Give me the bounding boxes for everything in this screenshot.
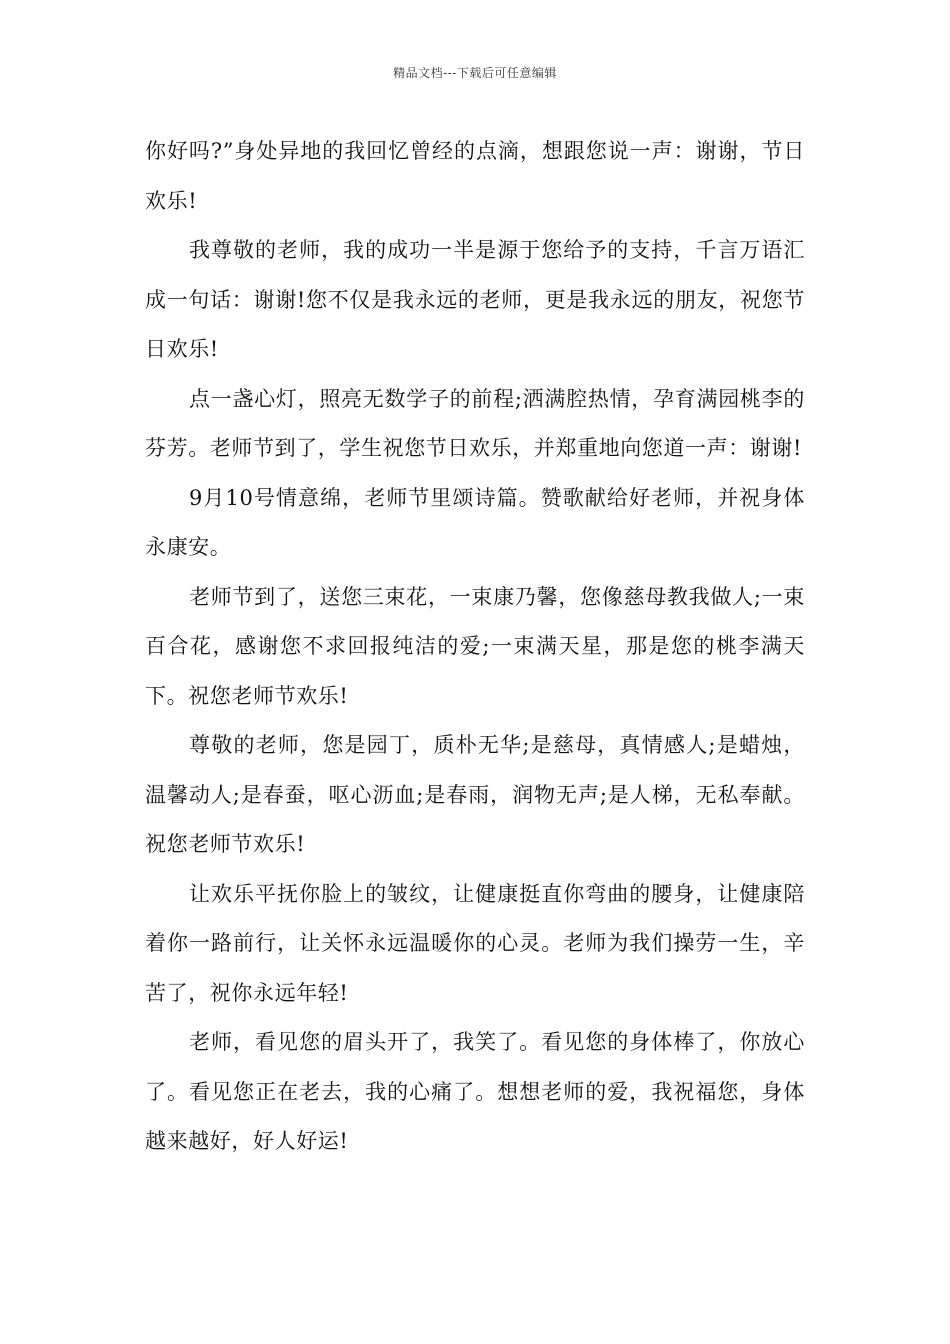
paragraph-6: 尊敬的老师，您是园丁，质朴无华;是慈母，真情感人;是蜡烛，温馨动人;是春蚕，呕心沥血;是春雨，润物无声;是人梯，无私奉献。祝您老师节欢乐! <box>145 733 805 856</box>
document-body <box>145 127 805 1167</box>
paragraph-8: 老师，看见您的眉头开了，我笑了。看见您的身体棒了，你放心了。看见您正在老去，我的心痛了。想想老师的爱，我祝福您，身体越来越好，好人好运! <box>145 1030 805 1153</box>
paragraph-5: 老师节到了，送您三束花，一束康乃馨，您像慈母教我做人;一束百合花，感谢您不求回报纯洁的爱;一束满天星，那是您的桃李满天下。祝您老师节欢乐! <box>145 584 805 708</box>
page-header: 精品文档---下载后可任意编辑 <box>393 66 557 80</box>
paragraph-4: 9月10号情意绵，老师节里颂诗篇。赞歌献给好老师，并祝身体永康安。 <box>145 485 805 559</box>
paragraph-7: 让欢乐平抚你脸上的皱纹，让健康挺直你弯曲的腰身，让健康陪着你一路前行，让关怀永远温暖你的心灵。老师为我们操劳一生，辛苦了，祝你永远年轻! <box>145 881 805 1005</box>
paragraph-2: 我尊敬的老师，我的成功一半是源于您给予的支持，千言万语汇成一句话：谢谢!您不仅是我永远的老师，更是我永远的朋友，祝您节日欢乐! <box>145 238 805 361</box>
paragraph-1: 你好吗?”身处异地的我回忆曾经的点滴，想跟您说一声：谢谢，节日欢乐! <box>145 139 805 213</box>
paragraph-3: 点一盏心灯，照亮无数学子的前程;洒满腔热情，孕育满园桃李的芬芳。老师节到了，学生祝您节日欢乐，并郑重地向您道一声：谢谢! <box>145 386 805 460</box>
